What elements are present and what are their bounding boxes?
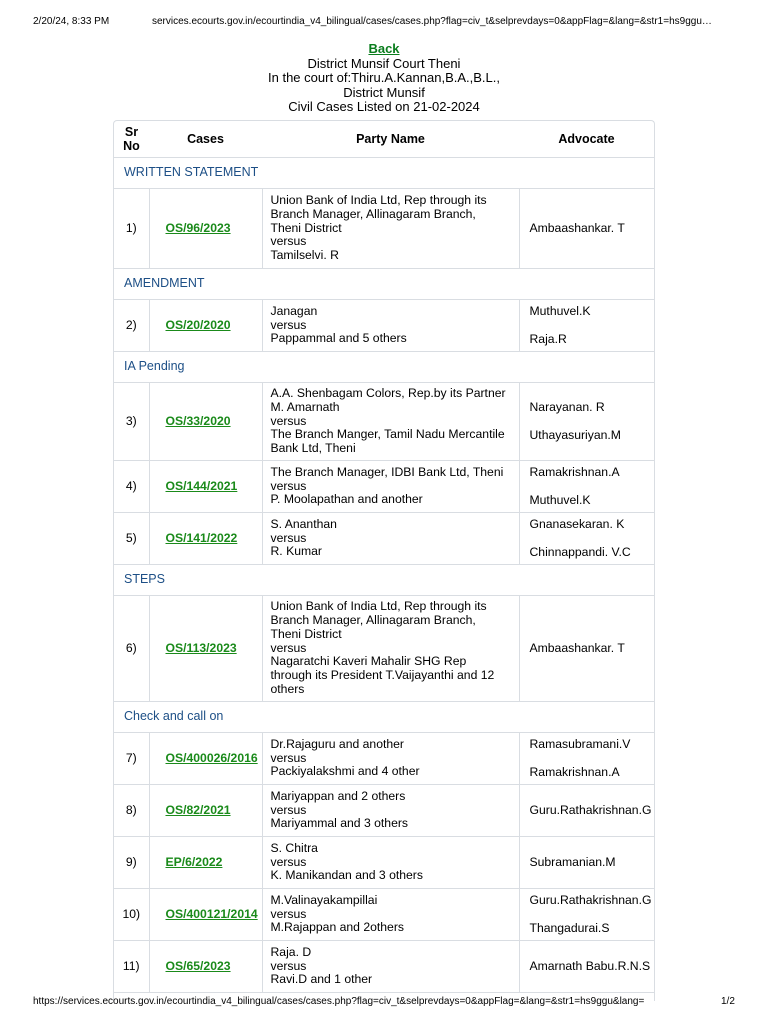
advocate-name: Gnanasekaran. K [529, 516, 625, 531]
advocate-name: Ambaashankar. T [529, 640, 625, 655]
section-title: Check and call on [114, 702, 654, 733]
case-cell [149, 889, 262, 941]
serial-number: 4) [114, 461, 149, 513]
table-row [114, 513, 654, 565]
advocates [519, 300, 654, 352]
party-line: versus [270, 234, 307, 249]
party-line: Branch Manager, Allinagaram Branch, [270, 613, 476, 627]
serial-number: 1) [114, 189, 149, 269]
advocate-name: Chinnappandi. V.C [529, 544, 631, 559]
party-line: versus [270, 317, 307, 332]
party-line: A.A. Shenbagam Colors, Rep.by its Partner [270, 386, 506, 400]
party-line: versus [270, 530, 307, 545]
advocate-spacer [530, 532, 655, 546]
col-header-sr-line1: Sr [124, 125, 139, 139]
back-link[interactable]: Back [368, 41, 400, 56]
table-row [114, 785, 654, 837]
party-names [262, 189, 519, 269]
table-row [114, 837, 654, 889]
col-header-sr-no [114, 121, 149, 158]
advocate-spacer [530, 319, 655, 333]
party-line: P. Moolapathan and another [270, 492, 423, 507]
table-row [114, 889, 654, 941]
serial-number: 11) [114, 941, 149, 993]
party-line: Theni District [270, 220, 342, 235]
party-names [262, 837, 519, 889]
party-line: S. Chitra [270, 840, 318, 855]
advocates [519, 785, 654, 837]
advocate-name: Thangadurai.S [529, 920, 610, 935]
party-names [262, 461, 519, 513]
party-line: versus [270, 854, 307, 869]
table-body [114, 158, 654, 993]
section-title: IA Pending [114, 352, 654, 383]
party-line: Ravi.D and 1 other [270, 972, 373, 987]
case-cell [149, 383, 262, 461]
advocate-name: Ramakrishnan.A [529, 464, 620, 479]
advocate-name: Guru.Rathakrishnan.G [529, 892, 652, 907]
col-header-cases: Cases [149, 121, 262, 158]
advocate-name: Ambaashankar. T [529, 220, 625, 235]
party-line: versus [270, 750, 307, 765]
party-line: versus [270, 413, 307, 428]
party-line: versus [270, 478, 307, 493]
party-line: K. Manikandan and 3 others [270, 868, 423, 883]
party-line: M. Amarnath [270, 399, 340, 414]
table-row [114, 596, 654, 702]
party-line: versus [270, 802, 307, 817]
title-block [0, 42, 768, 115]
advocate-name: Ramakrishnan.A [529, 764, 620, 779]
party-line: The Branch Manger, Tamil Nadu Mercantile [270, 427, 505, 442]
table-row [114, 941, 654, 993]
party-line: versus [270, 958, 307, 973]
section-row [114, 352, 654, 383]
serial-number: 10) [114, 889, 149, 941]
court-name: District Munsif Court Theni [307, 55, 461, 71]
advocate-name: Ramasubramani.V [529, 736, 631, 751]
section-row [114, 158, 654, 189]
print-header-url: services.ecourts.gov.in/ecourtindia_v4_bilingual/cases/cases.php?flag=civ_t&selprevdays=0&appFlag=&lang=&str1=hs9ggu… [152, 16, 712, 27]
case-cell [149, 300, 262, 352]
party-names [262, 733, 519, 785]
party-line: Mariyappan and 2 others [270, 788, 406, 803]
serial-number: 5) [114, 513, 149, 565]
cases-table [114, 121, 654, 993]
case-cell [149, 733, 262, 785]
advocate-spacer [530, 908, 655, 922]
case-number-link[interactable]: OS/400121/2014 [165, 906, 258, 921]
party-names [262, 300, 519, 352]
party-line: Nagaratchi Kaveri Mahalir SHG Rep [270, 654, 467, 669]
serial-number: 8) [114, 785, 149, 837]
case-number-link[interactable]: OS/82/2021 [165, 802, 231, 817]
advocate-spacer [530, 415, 655, 429]
party-names [262, 889, 519, 941]
serial-number: 9) [114, 837, 149, 889]
party-line: S. Ananthan [270, 516, 337, 531]
case-number-link[interactable]: OS/141/2022 [165, 530, 238, 545]
case-cell [149, 785, 262, 837]
section-title: AMENDMENT [114, 269, 654, 300]
advocates [519, 513, 654, 565]
case-number-link[interactable]: OS/65/2023 [165, 958, 231, 973]
case-cell [149, 461, 262, 513]
party-line: M.Rajappan and 2others [270, 920, 404, 935]
section-row [114, 269, 654, 300]
advocate-name: Raja.R [529, 331, 567, 346]
party-line: Raja. D [270, 944, 312, 959]
advocates [519, 889, 654, 941]
col-header-sr-line2: No [123, 139, 140, 153]
print-datetime: 2/20/24, 8:33 PM [33, 16, 110, 27]
case-cell [149, 941, 262, 993]
section-row [114, 565, 654, 596]
judge-designation: District Munsif [343, 84, 425, 100]
advocate-name: Narayanan. R [529, 399, 605, 414]
party-line: Branch Manager, Allinagaram Branch, [270, 206, 476, 221]
table-row [114, 461, 654, 513]
table-row [114, 189, 654, 269]
advocate-name: Guru.Rathakrishnan.G [529, 802, 652, 817]
serial-number: 3) [114, 383, 149, 461]
listing-title: Civil Cases Listed on 21-02-2024 [288, 99, 480, 114]
party-line: versus [270, 640, 307, 655]
case-number-link[interactable]: EP/6/2022 [165, 854, 223, 869]
party-line: Dr.Rajaguru and another [270, 736, 404, 751]
serial-number: 6) [114, 596, 149, 702]
party-line: Tamilselvi. R [270, 248, 339, 263]
section-title: STEPS [114, 565, 654, 596]
party-line: Union Bank of India Ltd, Rep through its [270, 599, 487, 614]
table-row [114, 383, 654, 461]
case-number-link[interactable]: OS/144/2021 [165, 478, 238, 493]
party-line: versus [270, 906, 307, 921]
case-cell [149, 596, 262, 702]
print-page-number: 1/2 [721, 996, 735, 1007]
serial-number: 7) [114, 733, 149, 785]
cases-table-container [113, 120, 655, 1001]
advocate-name: Uthayasuriyan.M [529, 427, 621, 442]
party-line: Janagan [270, 303, 318, 318]
party-line: M.Valinayakampillai [270, 892, 378, 907]
party-line: Pappammal and 5 others [270, 331, 407, 346]
party-line: R. Kumar [270, 544, 322, 559]
advocates [519, 837, 654, 889]
advocates [519, 941, 654, 993]
case-cell [149, 189, 262, 269]
col-header-party: Party Name [262, 121, 519, 158]
advocate-spacer [530, 752, 655, 766]
party-line: The Branch Manager, IDBI Bank Ltd, Theni [270, 464, 504, 479]
advocate-spacer [530, 480, 655, 494]
party-names [262, 596, 519, 702]
party-names [262, 383, 519, 461]
case-number-link[interactable]: OS/20/2020 [165, 317, 231, 332]
advocate-name: Muthuvel.K [529, 492, 591, 507]
case-number-link[interactable]: OS/113/2023 [165, 640, 237, 655]
serial-number: 2) [114, 300, 149, 352]
case-number-link[interactable]: OS/400026/2016 [165, 750, 258, 765]
advocates [519, 189, 654, 269]
table-row [114, 733, 654, 785]
party-line: Union Bank of India Ltd, Rep through its [270, 193, 487, 207]
party-line: others [270, 681, 305, 696]
case-number-link[interactable]: OS/33/2020 [165, 413, 231, 428]
party-line: Bank Ltd, Theni [270, 441, 356, 456]
advocates [519, 733, 654, 785]
party-line: Packiyalakshmi and 4 other [270, 764, 420, 779]
print-footer-url: https://services.ecourts.gov.in/ecourtindia_v4_bilingual/cases/cases.php?flag=civ_t&selprevdays=0&appFlag=&lang=&str1=hs9ggu&lang= [33, 996, 645, 1007]
advocates [519, 461, 654, 513]
party-line: through its President T.Vaijayanthi and 12 [270, 668, 495, 683]
party-names [262, 941, 519, 993]
party-names [262, 513, 519, 565]
party-names [262, 785, 519, 837]
section-title: WRITTEN STATEMENT [114, 158, 654, 189]
section-row [114, 702, 654, 733]
advocates [519, 383, 654, 461]
party-line: Theni District [270, 626, 342, 641]
table-row [114, 300, 654, 352]
advocate-name: Subramanian.M [529, 854, 616, 869]
advocate-name: Amarnath Babu.R.N.S [529, 958, 651, 973]
case-number-link[interactable]: OS/96/2023 [165, 220, 231, 235]
col-header-advocate: Advocate [519, 121, 654, 158]
table-header-row [114, 121, 654, 158]
case-cell [149, 513, 262, 565]
case-cell [149, 837, 262, 889]
advocate-name: Muthuvel.K [529, 303, 591, 318]
party-line: Mariyammal and 3 others [270, 816, 409, 831]
judge-name: In the court of:Thiru.A.Kannan,B.A.,B.L., [268, 70, 500, 85]
advocates [519, 596, 654, 702]
